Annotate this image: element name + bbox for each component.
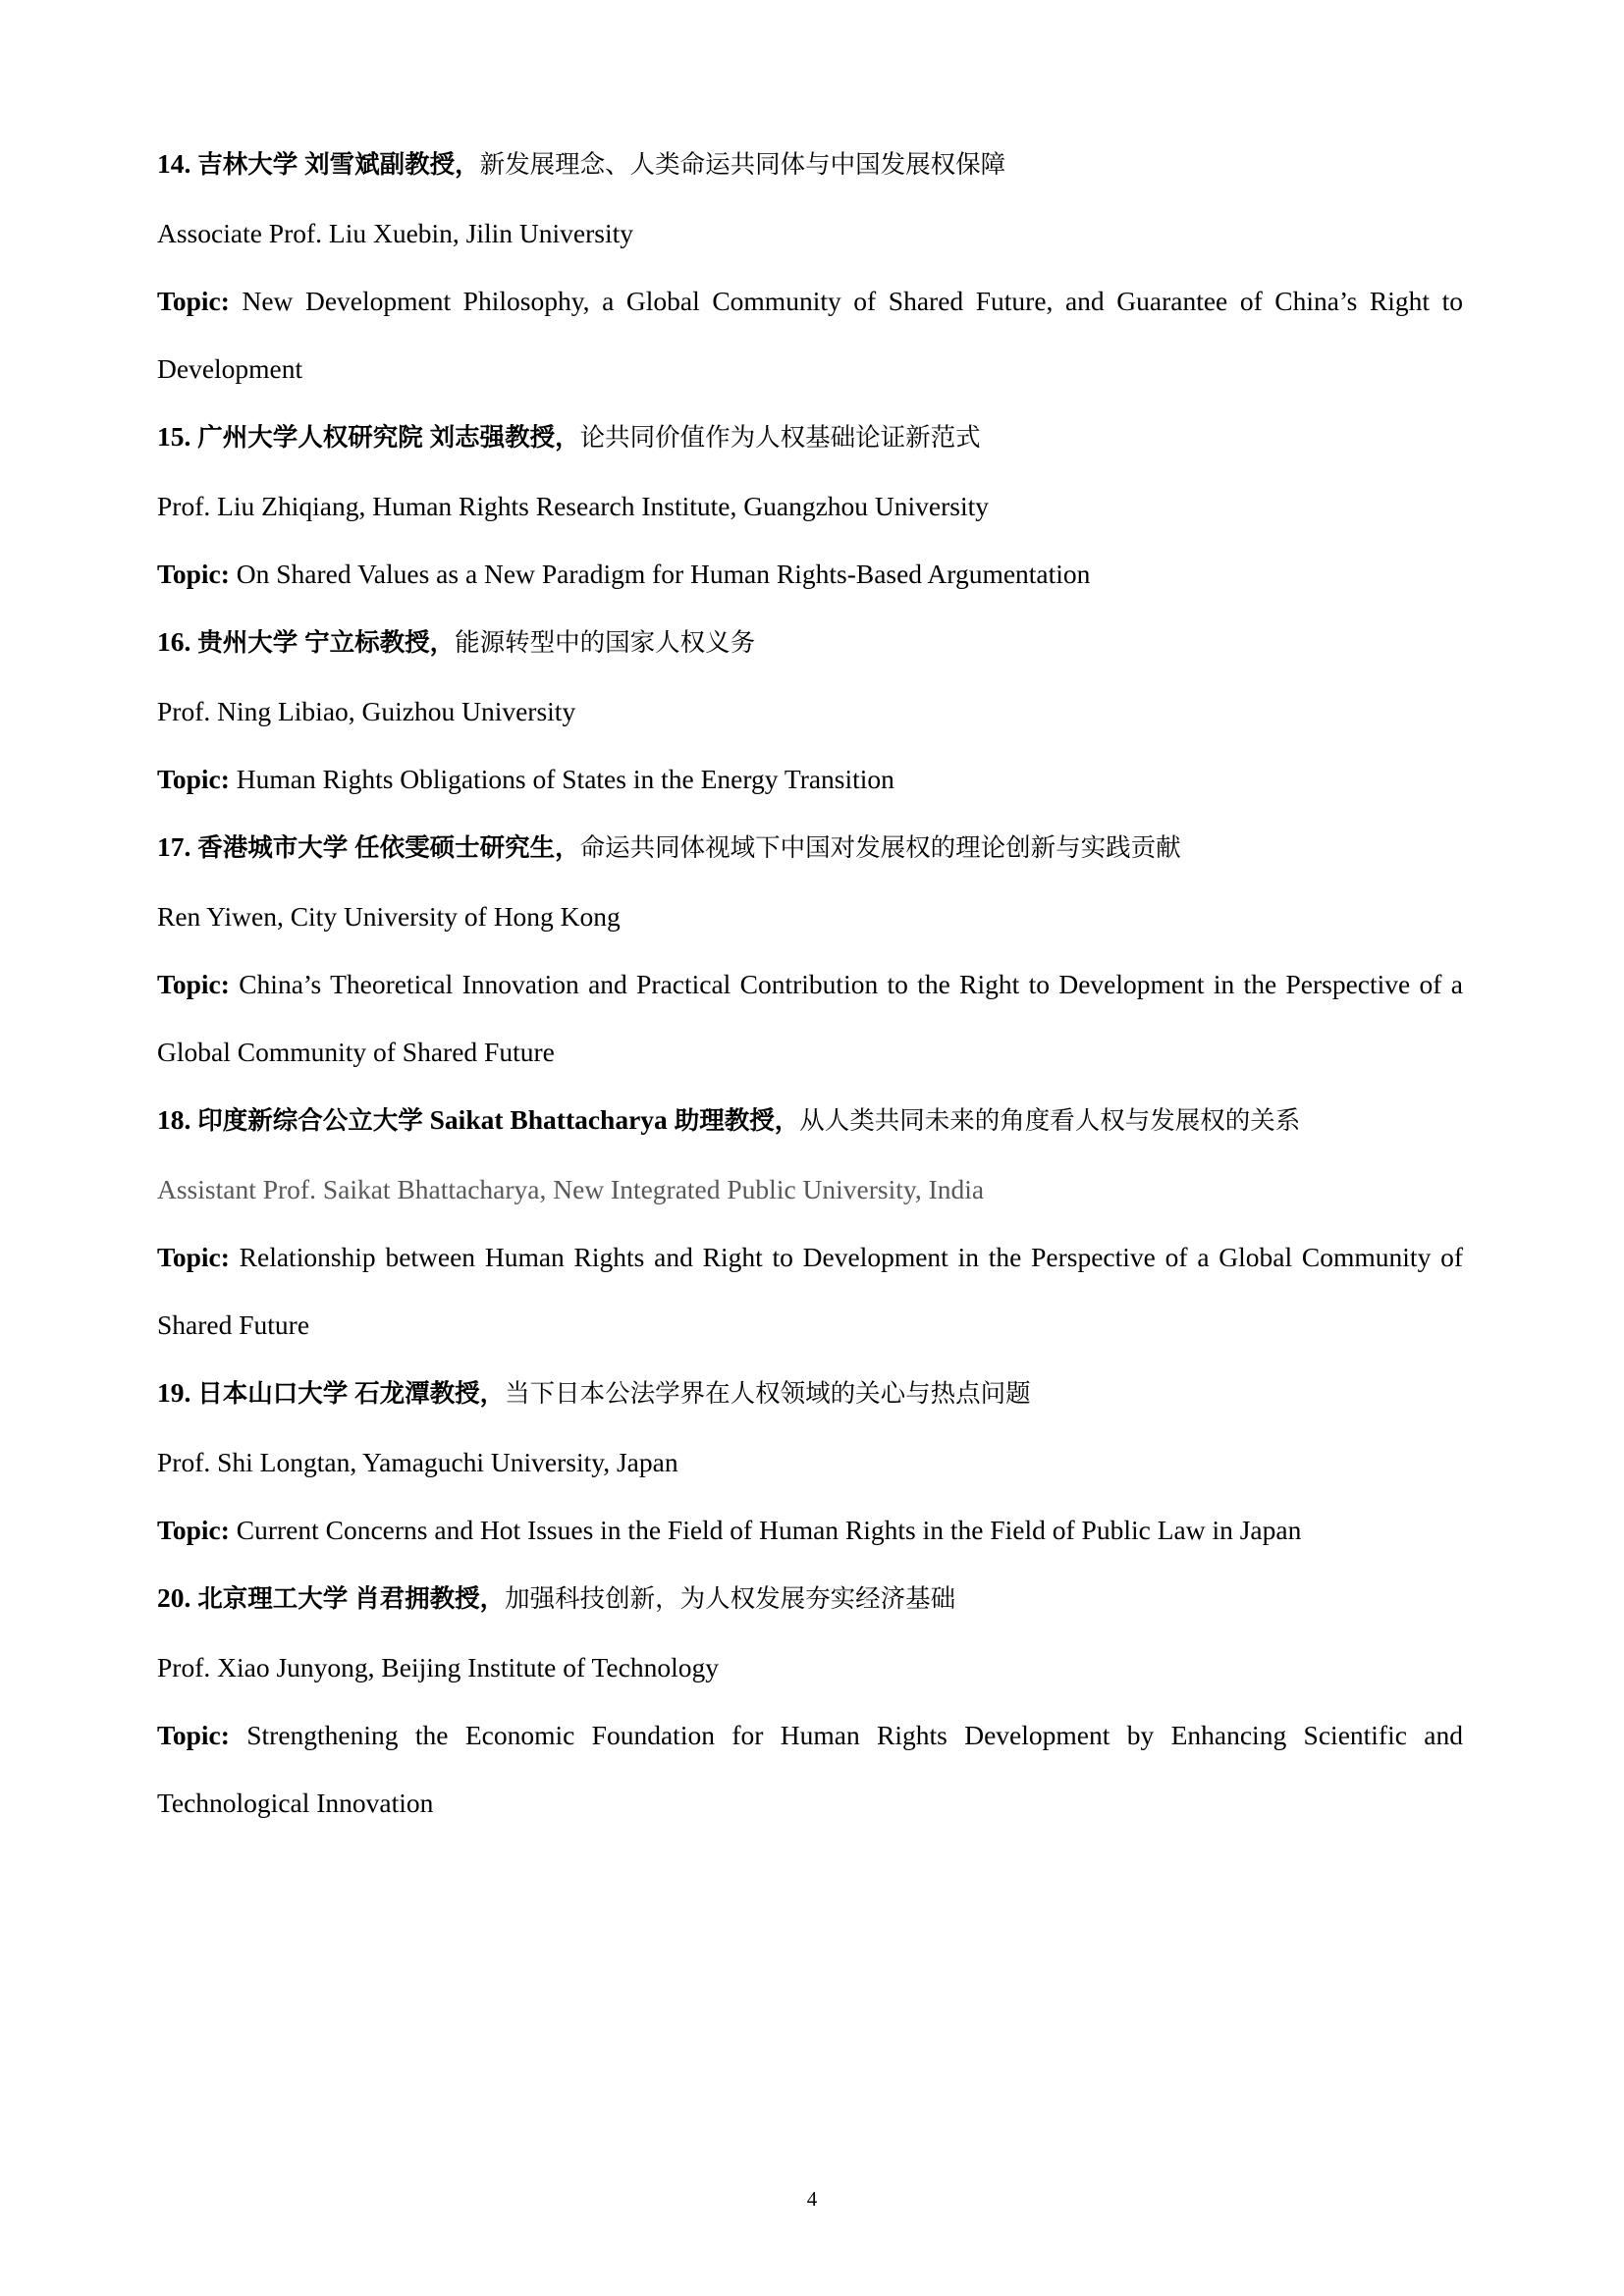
entry-organization-cn: 北京理工大学 [197,1584,349,1614]
list-item [157,1564,1463,1837]
entry-heading [157,1086,1463,1155]
entry-organization-cn: 日本山口大学 [197,1379,349,1409]
entry-organization-cn: 广州大学人权研究院 [197,423,423,453]
entry-heading [157,130,1463,199]
topic-label: Topic: [157,1515,230,1545]
entry-title-cn: 加强科技创新，为人权发展夯实经济基础 [505,1584,956,1614]
entry-person-cn: 石龙潭教授， [354,1379,506,1409]
topic-label: Topic: [157,559,230,589]
entry-person-cn: 助理教授， [674,1106,800,1136]
entry-number: 14. [157,148,191,179]
entry-name-en: Prof. Liu Zhiqiang, Human Rights Research Institute, Guangzhou University [157,491,990,521]
entry-organization-cn: 印度新综合公立大学 [197,1106,423,1136]
list-item [157,1086,1463,1359]
topic-text: Strengthening the Economic Foundation for Human Rights Development by Enhancing Scientific and Technological Innovation [157,1720,1463,1818]
entry-number: 20. [157,1582,191,1613]
entry-person-cn: 刘志强教授， [429,423,580,453]
topic-text: China’s Theoretical Innovation and Practical Contribution to the Right to Development in the Perspective of a Global Community of Shared Future [157,969,1464,1067]
entry-name-en: Prof. Shi Longtan, Yamaguchi University, Japan [157,1447,678,1477]
entry-topic [157,540,1463,608]
entry-name-en: Prof. Xiao Junyong, Beijing Institute of Technology [157,1652,719,1682]
list-item [157,130,1463,402]
page-number: 4 [806,2187,818,2211]
topic-label: Topic: [157,764,230,794]
topic-label: Topic: [157,1242,230,1272]
entry-title-cn: 命运共同体视域下中国对发展权的理论创新与实践贡献 [579,833,1181,863]
entry-topic [157,1223,1463,1359]
entry-heading [157,813,1463,882]
entry-person-cn: 刘雪斌副教授， [304,150,480,180]
entry-number: 17. [157,831,191,862]
list-item [157,1359,1463,1564]
entry-name-en: Ren Yiwen, City University of Hong Kong [157,901,621,932]
list-item [157,813,1463,1086]
entry-title-cn: 能源转型中的国家人权义务 [455,628,756,658]
topic-text: New Development Philosophy, a Global Community of Shared Future, and Guarantee of China’s Right to Development [157,286,1463,384]
entry-heading [157,1359,1463,1428]
entry-title-cn: 从人类共同未来的角度看人权与发展权的关系 [799,1106,1301,1136]
entry-title-cn: 当下日本公法学界在人权领域的关心与热点问题 [505,1379,1031,1409]
entry-name-en: Assistant Prof. Saikat Bhattacharya, New Integrated Public University, India [157,1174,985,1204]
entry-organization-cn: 香港城市大学 [197,833,349,863]
entry-heading [157,1564,1463,1633]
entry-organization-cn: 吉林大学 [197,150,298,180]
topic-text: Human Rights Obligations of States in the Energy Transition [236,764,894,794]
entry-topic [157,1701,1463,1837]
entry-title-cn: 论共同价值作为人权基础论证新范式 [579,423,981,453]
list-item [157,608,1463,813]
entry-number: 15. [157,421,191,452]
entry-topic [157,267,1463,402]
entry-person-latin: Saikat Bhattacharya [429,1104,668,1135]
topic-label: Topic: [157,1720,230,1750]
entry-name-en: Associate Prof. Liu Xuebin, Jilin University [157,218,634,248]
entry-number: 16. [157,626,191,657]
entry-person-cn: 宁立标教授， [304,628,456,658]
topic-text: Relationship between Human Rights and Right to Development in the Perspective of a Global Community of Shared Future [157,1242,1463,1340]
topic-text: On Shared Values as a New Paradigm for Human Rights-Based Argumentation [236,559,1091,589]
entry-person-cn: 肖君拥教授， [354,1584,506,1614]
entry-topic [157,1496,1463,1564]
topic-label: Topic: [157,286,230,316]
entry-number: 18. [157,1104,191,1135]
entry-number: 19. [157,1377,191,1408]
topic-label: Topic: [157,969,230,999]
entry-heading [157,608,1463,677]
document-body [157,130,1463,1837]
entry-title-cn: 新发展理念、人类命运共同体与中国发展权保障 [479,150,1006,180]
entry-person-cn: 任依雯硕士研究生， [354,833,580,863]
entry-heading [157,402,1463,472]
entry-name-en: Prof. Ning Libiao, Guizhou University [157,696,576,726]
list-item [157,402,1463,608]
entry-topic [157,745,1463,813]
topic-text: Current Concerns and Hot Issues in the Field of Human Rights in the Field of Public Law in Japan [236,1515,1302,1545]
entry-organization-cn: 贵州大学 [197,628,298,658]
entry-topic [157,950,1463,1086]
